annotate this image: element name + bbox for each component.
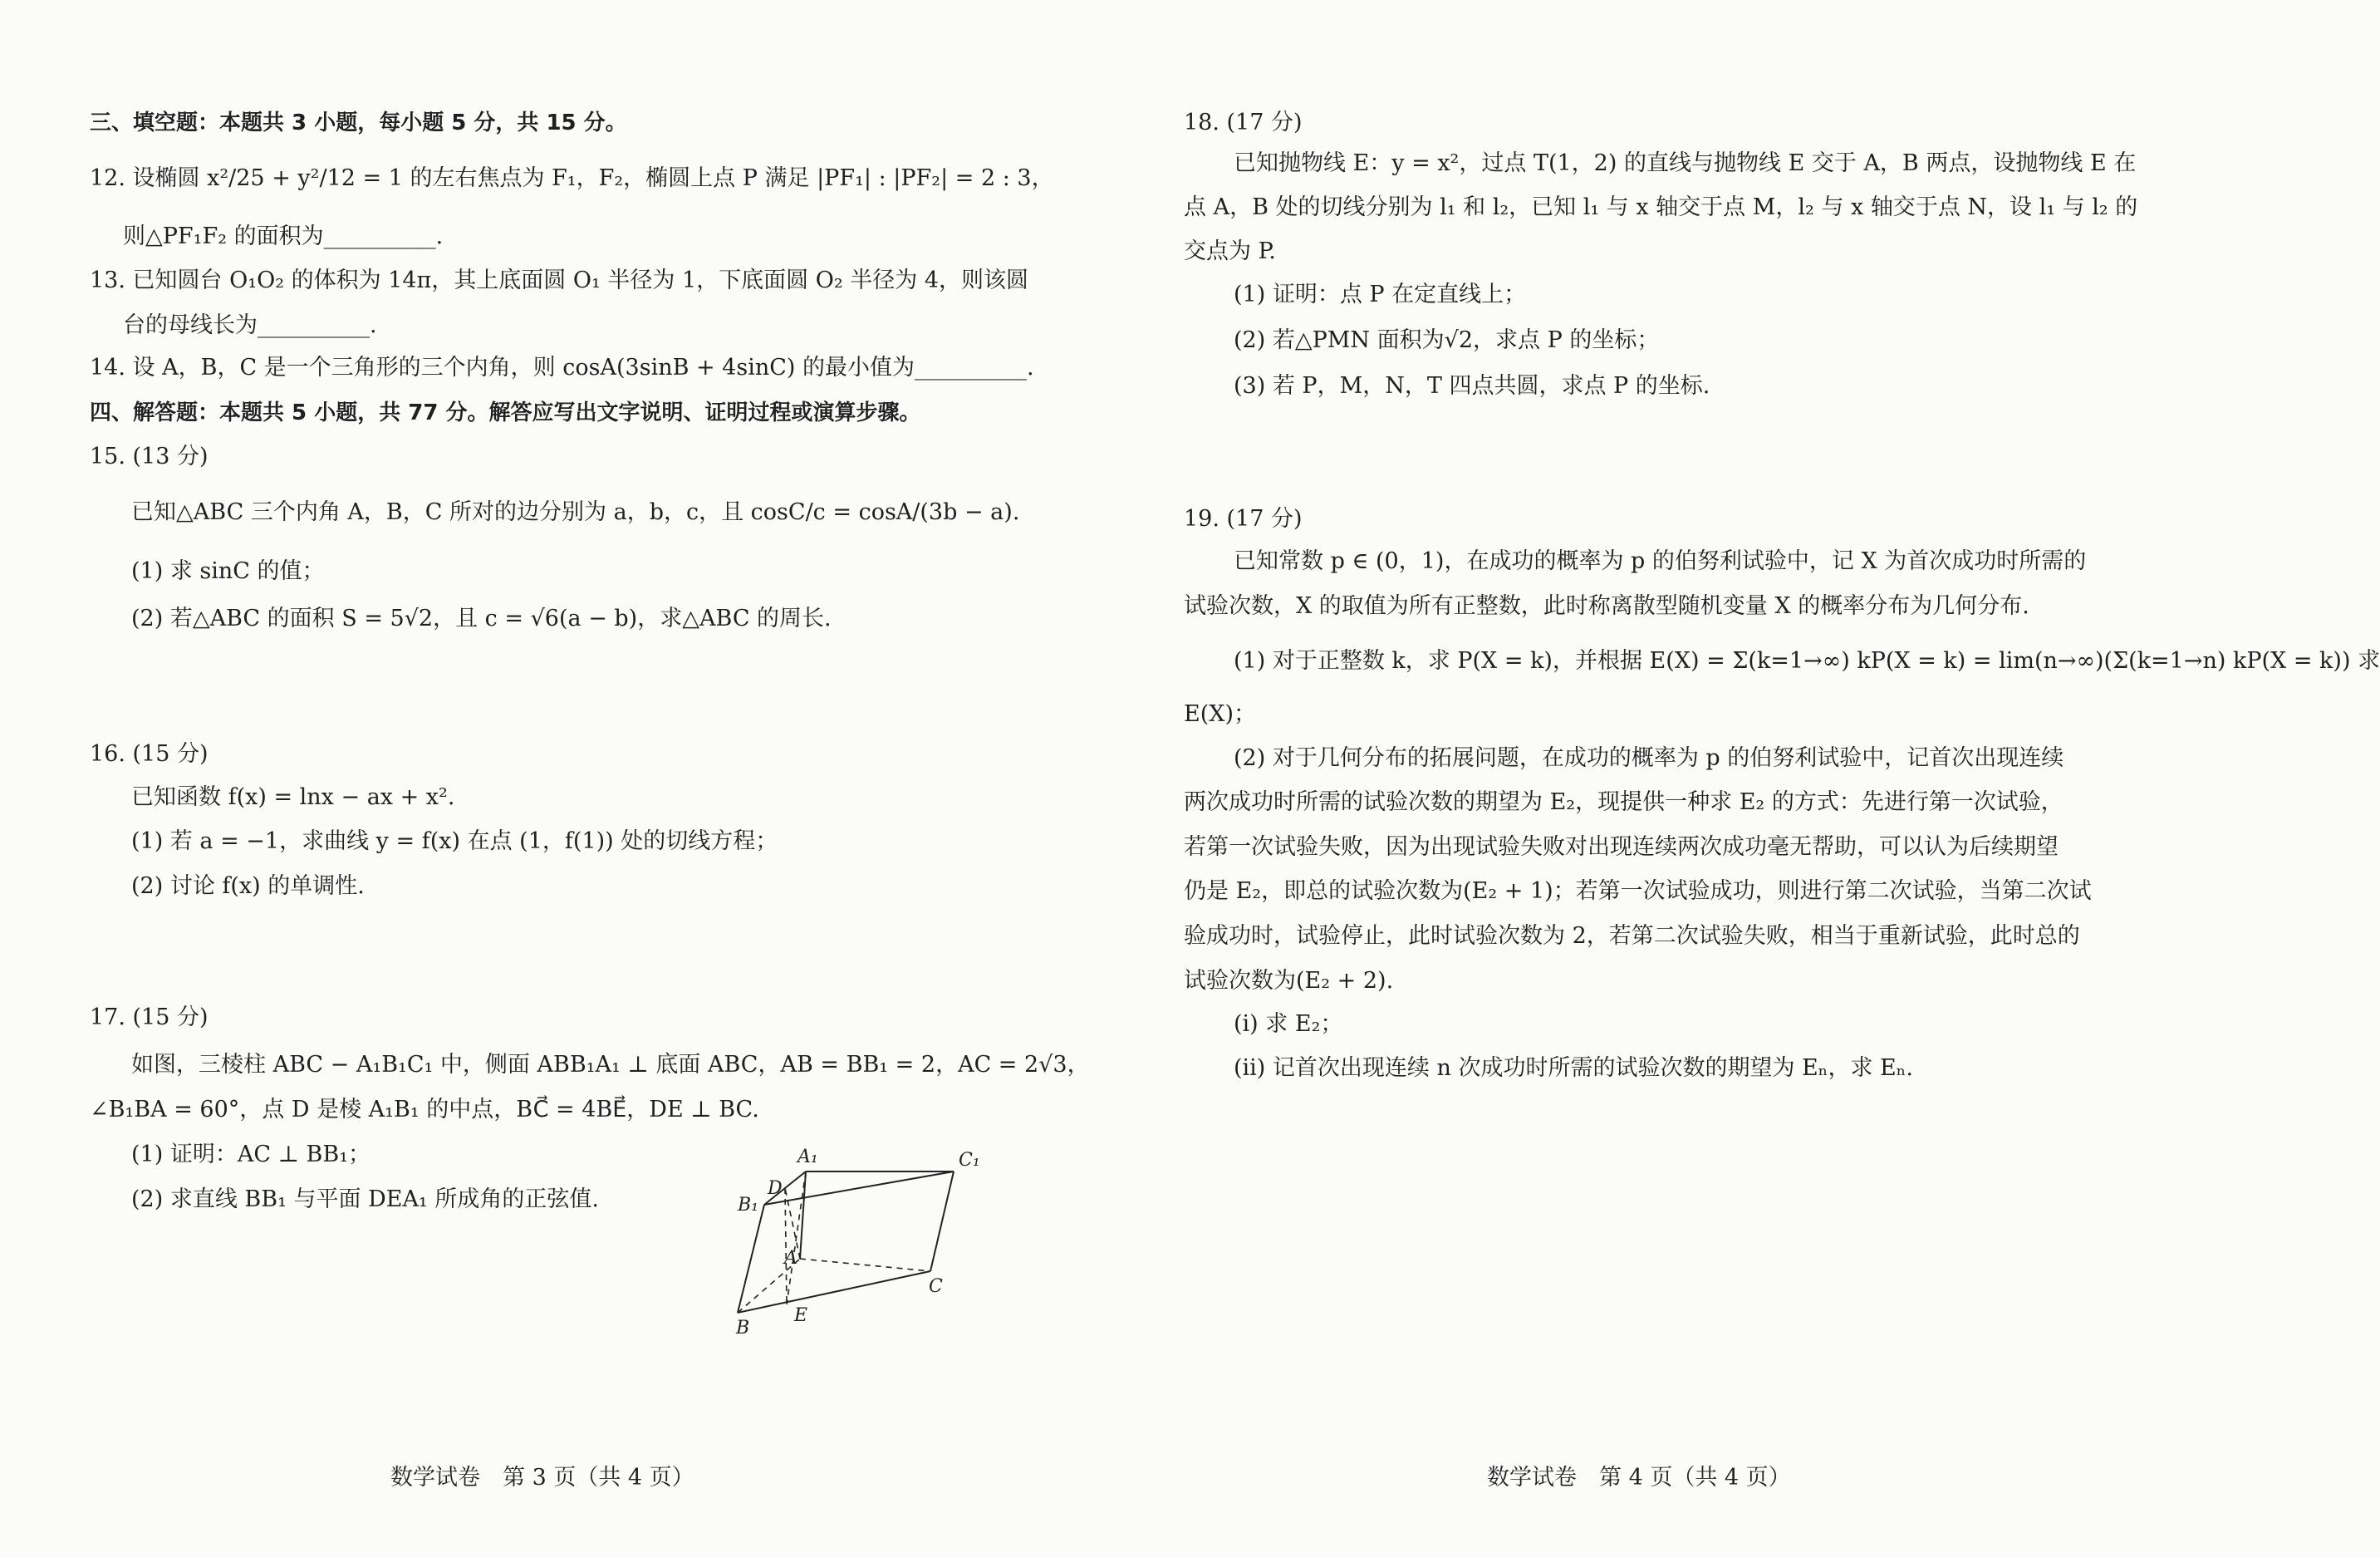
question-19-part-2-line-4: 仍是 E₂，即总的试验次数为(E₂ + 1)；若第一次试验成功，则进行第二次试验，当第二次试: [1184, 878, 2092, 904]
section-fill-in-heading: 三、填空题：本题共 3 小题，每小题 5 分，共 15 分。: [90, 111, 627, 135]
prism-figure: [723, 1134, 997, 1350]
question-15-header: 15. (13 分): [90, 444, 209, 469]
page-3: [0, 0, 1090, 1557]
question-19-header: 19. (17 分): [1184, 506, 1303, 532]
label-B1: B₁: [738, 1195, 758, 1216]
label-E: E: [794, 1305, 808, 1326]
question-19-part-2-ii: (ⅱ) 记首次出现连续 n 次成功时所需的试验次数的期望为 Eₙ，求 Eₙ.: [1234, 1055, 1914, 1081]
question-19-part-2-i: (ⅰ) 求 E₂；: [1234, 1011, 1343, 1037]
question-15-part-1: (1) 求 sinC 的值；: [131, 558, 325, 584]
question-19-stem-1: 已知常数 p ∈ (0，1)，在成功的概率为 p 的伯努利试验中，记 X 为首次成功时所需的: [1234, 548, 2087, 574]
question-16-part-2: (2) 讨论 f(x) 的单调性.: [131, 873, 365, 899]
question-19-part-2-line-5: 验成功时，试验停止，此时试验次数为 2，若第二次试验失败，相当于重新试验，此时总的: [1184, 923, 2080, 949]
label-C: C: [929, 1276, 943, 1297]
question-19-part-1: (1) 对于正整数 k，求 P(X = k)，并根据 E(X) = Σ(k=1→∞) kP(X = k) = lim(n→∞)(Σ(k=1→n) kP(X = k)) 求: [1234, 648, 2380, 674]
label-C1: C₁: [959, 1150, 980, 1171]
label-D: D: [768, 1178, 783, 1199]
question-16-part-1: (1) 若 a = −1，求曲线 y = f(x) 在点 (1，f(1)) 处的切线方程；: [131, 828, 778, 854]
question-17-header: 17. (15 分): [90, 1004, 209, 1030]
question-19-part-2-line-3: 若第一次试验失败，因为出现试验失败对出现连续两次成功毫无帮助，可以认为后续期望: [1184, 834, 2059, 860]
question-18-stem-1: 已知抛物线 E：y = x²，过点 T(1，2) 的直线与抛物线 E 交于 A，B 两点，设抛物线 E 在: [1234, 150, 2137, 176]
question-15-part-2: (2) 若△ABC 的面积 S = 5√2，且 c = √6(a − b)，求△ABC 的周长.: [131, 606, 832, 631]
question-19-part-1-cont: E(X)；: [1184, 701, 1256, 727]
question-18-header: 18. (17 分): [1184, 110, 1303, 135]
question-13-line-2: 台的母线长为__________.: [123, 312, 377, 338]
question-12-line-2: 则△PF₁F₂ 的面积为__________.: [123, 223, 444, 249]
question-19-part-2-line-6: 试验次数为(E₂ + 2).: [1184, 968, 1394, 994]
question-15-stem: 已知△ABC 三个内角 A，B，C 所对的边分别为 a，b，c，且 cosC/c = cosA/(3b − a).: [131, 499, 1020, 525]
question-16-stem: 已知函数 f(x) = lnx − ax + x².: [131, 784, 455, 810]
section-answer-heading: 四、解答题：本题共 5 小题，共 77 分。解答应写出文字说明、证明过程或演算步骤。: [90, 400, 921, 425]
question-18-stem-2: 点 A，B 处的切线分别为 l₁ 和 l₂，已知 l₁ 与 x 轴交于点 M，l₂ 与 x 轴交于点 N，设 l₁ 与 l₂ 的: [1184, 194, 2138, 220]
label-B: B: [736, 1318, 750, 1338]
question-17-part-2: (2) 求直线 BB₁ 与平面 DEA₁ 所成角的正弦值.: [131, 1186, 599, 1212]
page-3-footer: 数学试卷 第 3 页（共 4 页）: [390, 1465, 694, 1491]
question-18-part-3: (3) 若 P，M，N，T 四点共圆，求点 P 的坐标.: [1234, 373, 1710, 399]
question-18-part-2: (2) 若△PMN 面积为√2，求点 P 的坐标；: [1234, 327, 1660, 353]
question-16-header: 16. (15 分): [90, 741, 209, 767]
question-19-stem-2: 试验次数，X 的取值为所有正整数，此时称离散型随机变量 X 的概率分布为几何分布.: [1184, 593, 2029, 619]
page-4: [1084, 0, 2380, 1557]
question-14: 14. 设 A，B，C 是一个三角形的三个内角，则 cosA(3sinB + 4sinC) 的最小值为__________.: [90, 355, 1034, 381]
question-17-stem-2: ∠B₁BA = 60°，点 D 是棱 A₁B₁ 的中点，BC⃗ = 4BE⃗，DE ⊥ BC.: [90, 1097, 759, 1122]
label-A: A: [784, 1248, 797, 1269]
question-19-part-2-line-1: (2) 对于几何分布的拓展问题，在成功的概率为 p 的伯努利试验中，记首次出现连续: [1234, 745, 2064, 771]
question-19-part-2-line-2: 两次成功时所需的试验次数的期望为 E₂，现提供一种求 E₂ 的方式：先进行第一次试验，: [1184, 789, 2063, 815]
question-17-part-1: (1) 证明：AC ⊥ BB₁；: [131, 1142, 371, 1167]
question-17-stem-1: 如图，三棱柱 ABC − A₁B₁C₁ 中，侧面 ABB₁A₁ ⊥ 底面 ABC，AB = BB₁ = 2，AC = 2√3，: [131, 1052, 1090, 1078]
page-4-footer: 数学试卷 第 4 页（共 4 页）: [1487, 1465, 1791, 1491]
question-13-line-1: 13. 已知圆台 O₁O₂ 的体积为 14π，其上底面圆 O₁ 半径为 1，下底面圆 O₂ 半径为 4，则该圆: [90, 268, 1029, 293]
question-12-line-1: 12. 设椭圆 x²/25 + y²/12 = 1 的左右焦点为 F₁，F₂，椭圆上点 P 满足 |PF₁| : |PF₂| = 2 : 3，: [90, 165, 1054, 191]
question-18-part-1: (1) 证明：点 P 在定直线上；: [1234, 282, 1527, 307]
label-A1: A₁: [797, 1147, 818, 1167]
question-18-stem-3: 交点为 P.: [1184, 238, 1276, 264]
